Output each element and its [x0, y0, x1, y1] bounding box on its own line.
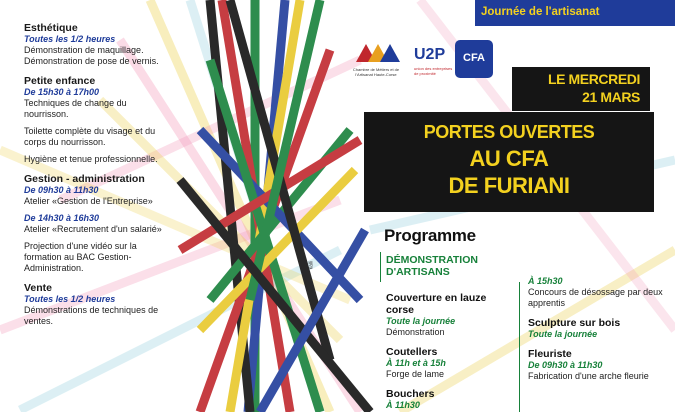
- section-time: Toutes les 1/2 heures: [24, 294, 116, 304]
- item-time: À 11h et à 15h: [386, 358, 446, 368]
- programme-subtitle: [386, 254, 478, 278]
- section-time: De 09h30 à 11h30: [24, 185, 99, 195]
- section-text: Démonstration de maquillage.: [24, 45, 144, 55]
- section-text: Atelier «Gestion de l'Entreprise»: [24, 196, 153, 206]
- u2p-mark: U2P: [414, 46, 446, 63]
- headline-line-1: PORTES OUVERTES: [423, 122, 595, 142]
- item-title: Couverture en lauze corse: [386, 292, 487, 316]
- section-text: Atelier «Recrutement d'un salarié»: [24, 224, 162, 234]
- divider: [380, 252, 381, 282]
- cma-mark-icon: [350, 40, 402, 66]
- headline-line-2: AU CFA: [469, 146, 549, 171]
- item-title: Sculpture sur bois: [528, 317, 621, 329]
- item-title: Bouchers: [386, 388, 435, 400]
- item-title: Coutellers: [386, 346, 438, 358]
- section-time: De 14h30 à 16h30: [24, 213, 100, 223]
- programme-subtitle-line-2: D'ARTISANS: [386, 266, 450, 278]
- item-text: Concours de désossage par deux apprentis: [528, 287, 663, 308]
- item-text: Forge de lame: [386, 369, 445, 379]
- item-time: De 09h30 à 11h30: [528, 360, 603, 370]
- item-text: Démonstration: [386, 327, 445, 337]
- event-badge-label: Journée de l'artisanat: [481, 6, 600, 18]
- section-title: Petite enfance: [24, 75, 96, 87]
- date-box: [512, 67, 650, 111]
- programme-left-column: [386, 292, 516, 411]
- programme-right-column: [528, 276, 668, 382]
- cma-caption: Chambre de Métiers et de l'Artisanat Haute-Corse: [352, 67, 400, 77]
- section-text: Projection d'une vidéo sur la formation au BAC Gestion-Administration.: [24, 241, 137, 273]
- item-text: Fabrication d'une arche fleurie: [528, 371, 649, 381]
- item-time: À 11h30: [386, 400, 420, 410]
- u2p-caption: union des entreprises de proximité: [414, 66, 453, 76]
- section-text: Démonstrations de techniques de ventes.: [24, 305, 159, 326]
- item-time: Toute la journée: [528, 329, 598, 339]
- section-time: De 15h30 à 17h00: [24, 87, 100, 97]
- section-time: Toutes les 1/2 heures: [24, 34, 116, 44]
- section-text: Hygiène et tenue professionnelle.: [24, 154, 158, 164]
- credit-text: kalli: [308, 260, 315, 270]
- section-text: Toilette complète du visage et du corps du nourrisson.: [24, 126, 156, 147]
- cma-logo: [350, 40, 402, 88]
- programme-title: Programme: [384, 226, 476, 245]
- section-text: Techniques de change du nourrisson.: [24, 98, 127, 119]
- item-title: Fleuriste: [528, 348, 572, 360]
- item-time: Toute la journée: [386, 316, 456, 326]
- date-line-2: 21 MARS: [582, 89, 640, 105]
- column-divider: [519, 282, 520, 412]
- headline-line-3: DE FURIANI: [448, 173, 570, 198]
- section-text: Démonstration de pose de vernis.: [24, 56, 159, 66]
- cfa-mark: CFA: [463, 52, 485, 64]
- item-time: À 15h30: [528, 276, 563, 286]
- headline-box: [364, 112, 654, 212]
- u2p-logo: [408, 42, 458, 86]
- section-title: Gestion - administration: [24, 173, 145, 185]
- section-title: Esthétique: [24, 22, 78, 34]
- left-column: [24, 22, 164, 327]
- cfa-logo: [455, 40, 493, 78]
- programme-subtitle-line-1: DÉMONSTRATION: [386, 254, 478, 266]
- event-badge: [475, 0, 675, 26]
- section-title: Vente: [24, 282, 53, 294]
- date-line-1: LE MERCREDI: [547, 71, 640, 87]
